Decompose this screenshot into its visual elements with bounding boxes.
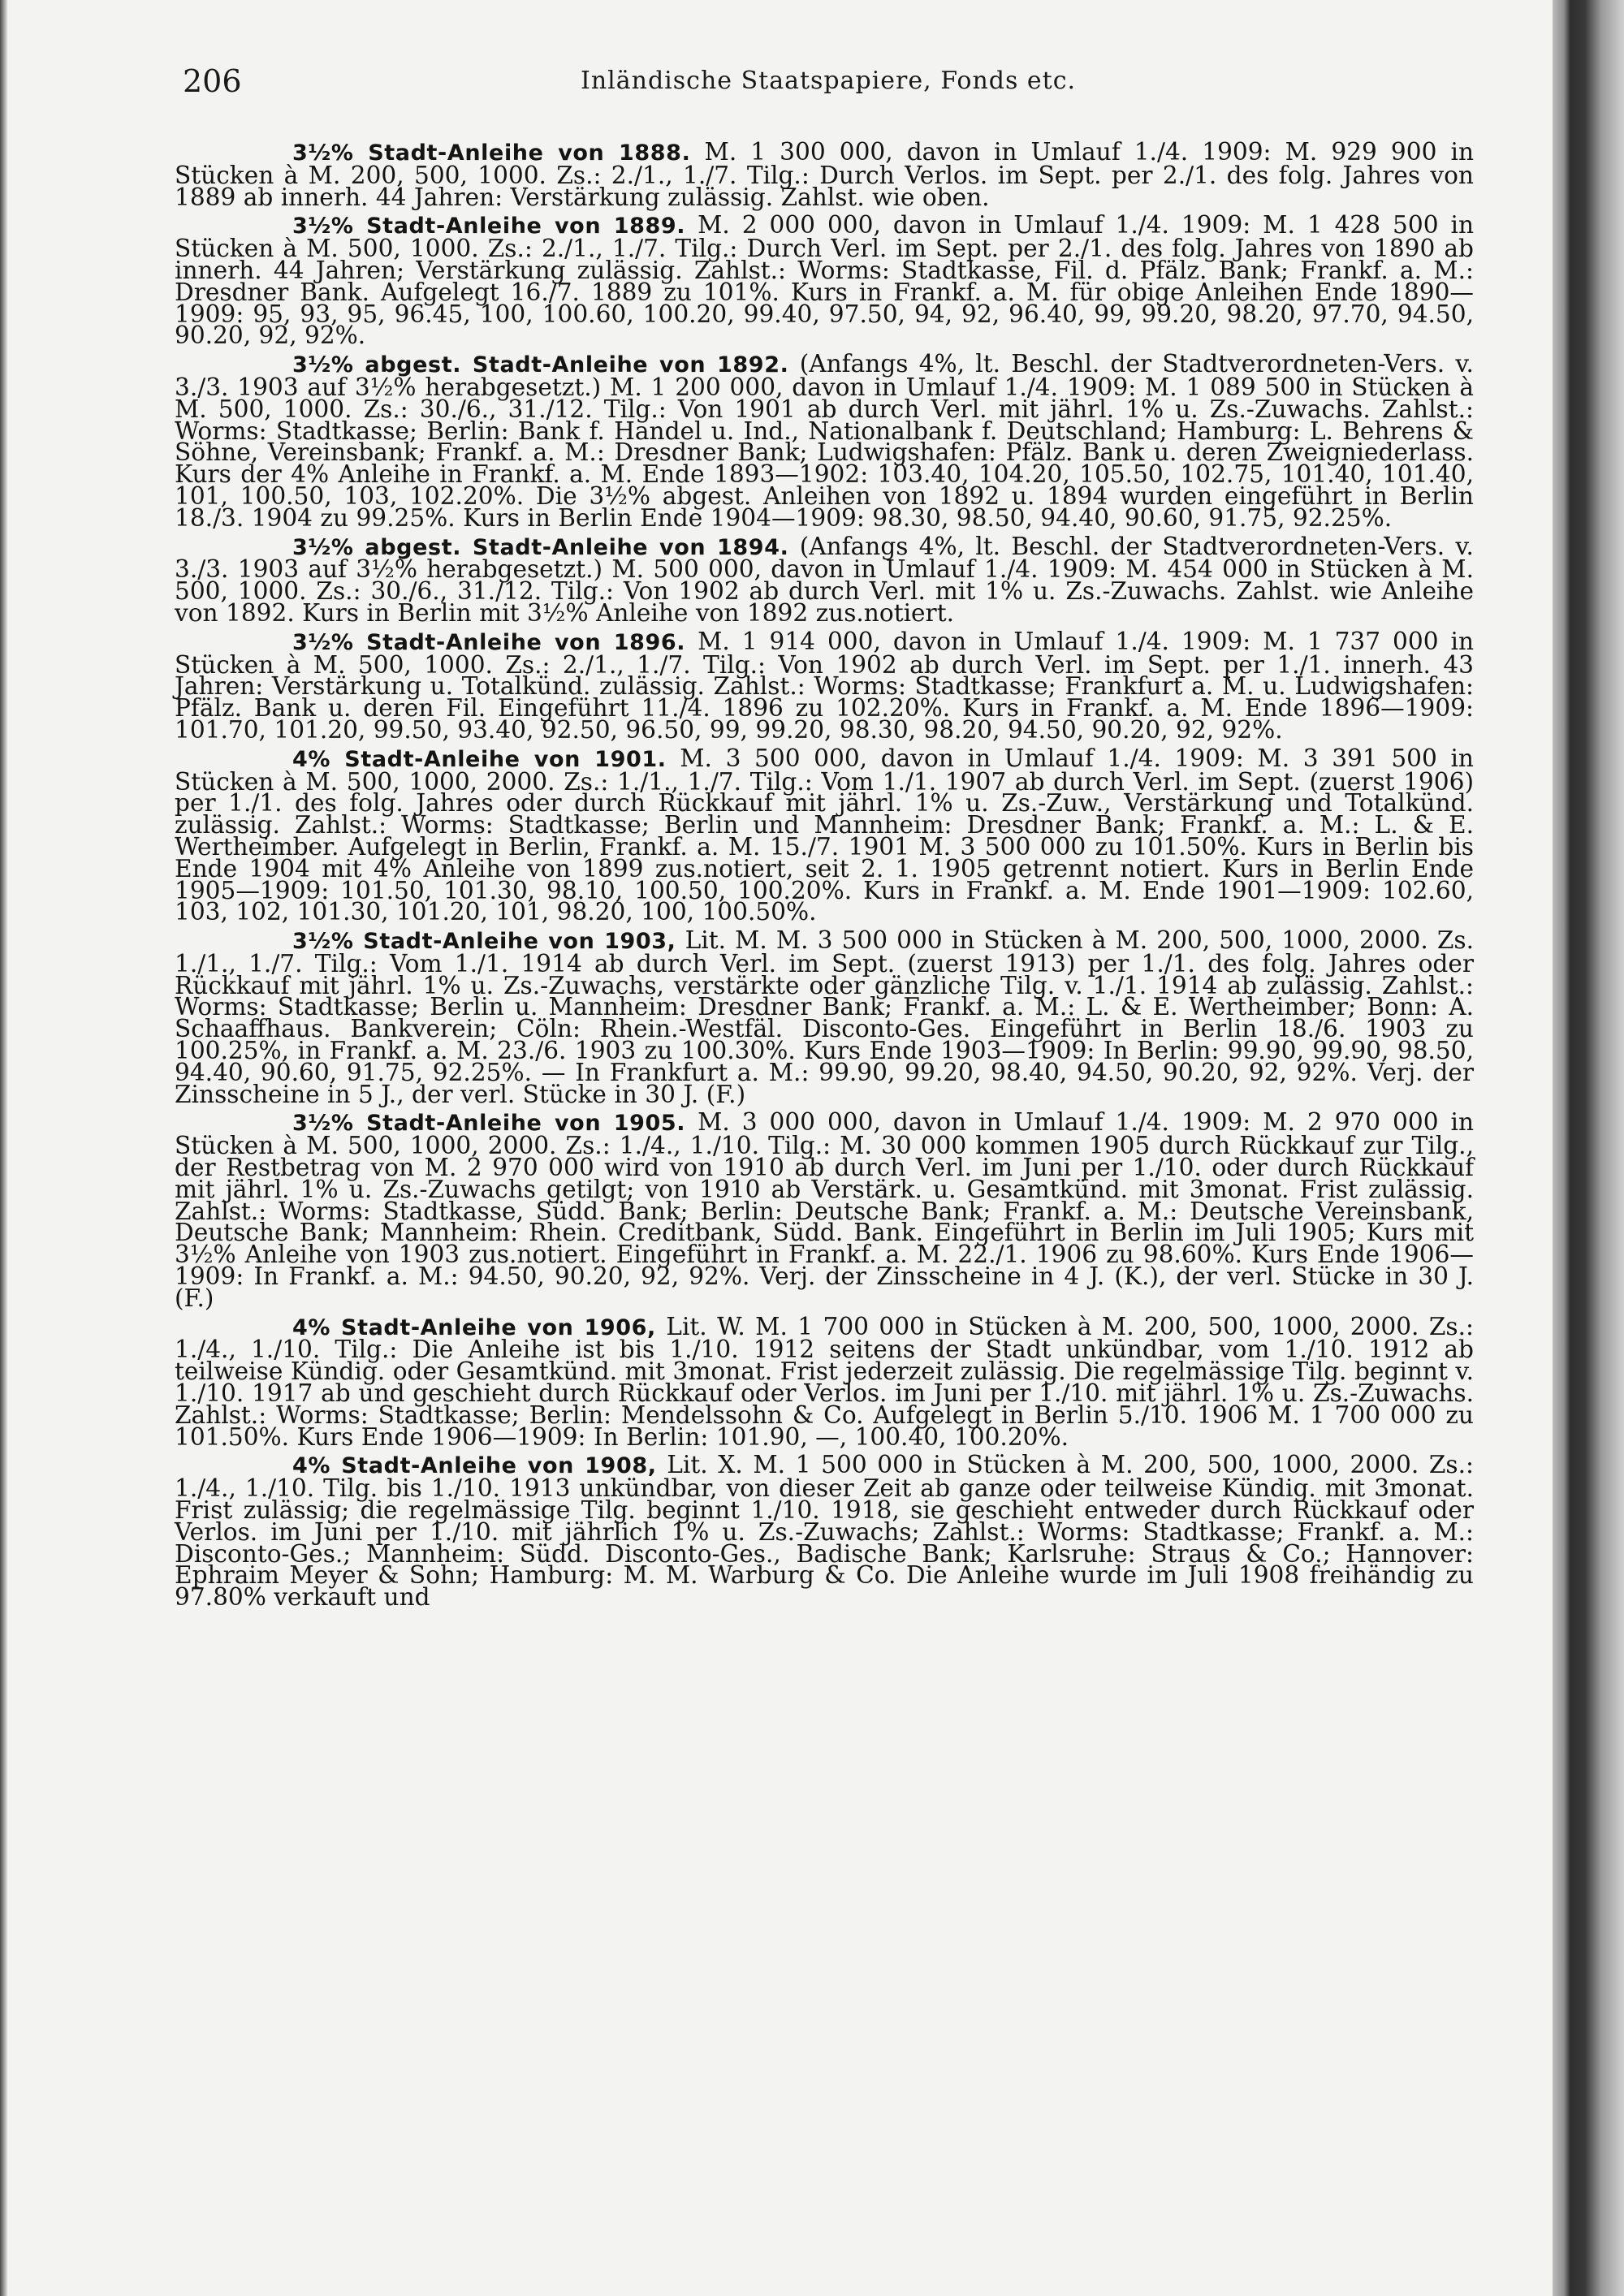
entry-title: 3½% abgest. Stadt-Anleihe von 1894. bbox=[292, 534, 789, 560]
entry-1892 bbox=[175, 350, 1474, 532]
entry-1901 bbox=[175, 744, 1474, 926]
page-number: 206 bbox=[183, 63, 242, 99]
entry-title: 3½% Stadt-Anleihe von 1896. bbox=[292, 629, 686, 655]
entry-1888 bbox=[175, 138, 1474, 211]
entry-body: (Anfangs 4%, lt. Beschl. der Stadtverordneten-Vers. v. 3./3. 1903 auf 3½% herabgesetzt.) M. 1 200 000, davon in Umlauf 1./4. 1909: M. 1 089 500 in Stücken à M. 500, 1000. Zs.: 30./6., 31./12. Tilg.: Von 1901 ab durch Verl. mit jährl. 1% u. Zs.-Zuwachs. Zahlst.: Worms: Stadtkasse; Berlin: Bank f. Handel u. Ind., Nationalbank f. Deutschland; Hamburg: L. Behrens & Söhne, Vereinsbank; Frankf. a. M.: Dresdner Bank; Ludwigshafen: Pfälz. Bank u. deren Zweigniederlass. Kurs der 4% Anleihe in Frankf. a. M. Ende 1893—1902: 103.40, 104.20, 105.50, 102.75, 101.40, 101.40, 101, 100.50, 103, 102.20%. Die 3½% abgest. Anleihen von 1892 u. 1894 wurden eingeführt in Berlin 18./3. 1904 zu 99.25%. Kurs in Berlin Ende 1904—1909: 98.30, 98.50, 94.40, 90.60, 91.75, 92.25%. bbox=[175, 350, 1474, 532]
entry-1903 bbox=[175, 926, 1474, 1108]
entry-title: 4% Stadt-Anleihe von 1901. bbox=[292, 746, 667, 772]
book-binding-edge bbox=[1553, 0, 1624, 2296]
running-head: Inländische Staatspapiere, Fonds etc. bbox=[581, 67, 1077, 95]
entry-title: 4% Stadt-Anleihe von 1908, bbox=[292, 1453, 657, 1479]
entry-1889 bbox=[175, 211, 1475, 350]
entry-title: 3½% abgest. Stadt-Anleihe von 1892. bbox=[292, 352, 789, 378]
entry-1905 bbox=[175, 1108, 1475, 1312]
entry-title: 3½% Stadt-Anleihe von 1903, bbox=[292, 929, 676, 955]
entry-title: 3½% Stadt-Anleihe von 1905. bbox=[292, 1111, 686, 1137]
entry-1908 bbox=[175, 1451, 1474, 1612]
entry-body: Lit. W. M. 1 700 000 in Stücken à M. 200, 500, 1000, 2000. Zs.: 1./4., 1./10. Tilg.: Die Anleihe ist bis 1./10. 1912 seitens der Stadt unkündbar, vom 1./10. 1912 ab teilweise Kündig. oder Gesamtkünd. mit 3monat. Frist jederzeit zulässig. Die regelmässige Tilg. beginnt v. 1./10. 1917 ab und geschieht durch Rückkauf oder Verlos. im Juni per 1./10. mit jährl. 1% u. Zs.-Zuwachs. Zahlst.: Worms: Stadtkasse; Berlin: Mendelssohn & Co. Aufgelegt in Berlin 5./10. 1906 M. 1 700 000 zu 101.50%. Kurs Ende 1906—1909: In Berlin: 101.90, —, 100.40, 100.20%. bbox=[175, 1312, 1474, 1451]
entry-title: 4% Stadt-Anleihe von 1906, bbox=[292, 1314, 656, 1340]
entry-body: M. 1 300 000, davon in Umlauf 1./4. 1909: M. 929 900 in Stücken à M. 200, 500, 1000. Zs.: 2./1., 1./7. Tilg.: Durch Verlos. im Sept. per 2./1. des folg. Jahres von 1889 ab innerh. 44 Jahren: Verstärkung zulässig. Zahlst. wie oben. bbox=[175, 138, 1474, 211]
entry-body: (Anfangs 4%, lt. Beschl. der Stadtverordneten-Vers. v. 3./3. 1903 auf 3½% herabgesetzt.) M. 500 000, davon in Umlauf 1./4. 1909: M. 454 000 in Stücken à M. 500, 1000. Zs.: 30./6., 31./12. Tilg.: Von 1902 ab durch Verl. mit 1% u. Zs.-Zuwachs. Zahlst. wie Anleihe von 1892. Kurs in Berlin mit 3½% Anleihe von 1892 zus.notiert. bbox=[175, 532, 1474, 627]
entry-body: M. 3 500 000, davon in Umlauf 1./4. 1909: M. 3 391 500 in Stücken à M. 500, 1000, 2000. Zs.: 1./1., 1./7. Tilg.: Vom 1./1. 1907 ab durch Verl. im Sept. (zuerst 1906) per 1./1. des folg. Jahres oder durch Rückkauf mit jährl. 1% u. Zs.-Zuw., Verstärkung und Totalkünd. zulässig. Zahlst.: Worms: Stadtkasse; Berlin und Mannheim: Dresdner Bank; Frankf. a. M.: L. & E. Wertheimber. Aufgelegt in Berlin, Frankf. a. M. 15./7. 1901 M. 3 500 000 zu 101.50%. Kurs in Berlin bis Ende 1904 mit 4% Anleihe von 1899 zus.notiert, seit 2. 1. 1905 getrennt notiert. Kurs in Berlin Ende 1905—1909: 101.50, 101.30, 98.10, 100.50, 100.20%. Kurs in Frankf. a. M. Ende 1901—1909: 102.60, 103, 102, 101.30, 101.20, 101, 98.20, 100, 100.50%. bbox=[175, 744, 1474, 926]
page-header bbox=[183, 63, 1482, 104]
entry-body: Lit. X. M. 1 500 000 in Stücken à M. 200, 500, 1000, 2000. Zs.: 1./4., 1./10. Tilg. bis 1./10. 1913 unkündbar, von dieser Zeit ab ganze oder teilweise Kündig. mit 3monat. Frist zulässig; die regelmässige Tilg. beginnt 1./10. 1918, sie geschieht entweder durch Rückkauf oder Verlos. im Juni per 1./10. mit jährlich 1% u. Zs.-Zuwachs; Zahlst.: Worms: Stadtkasse; Frankf. a. M.: Disconto-Ges.; Mannheim: Südd. Disconto-Ges., Badische Bank; Karlsruhe: Straus & Co.; Hannover: Ephraim Meyer & Sohn; Hamburg: M. M. Warburg & Co. Die Anleihe wurde im Juli 1908 freihändig zu 97.80% verkauft und bbox=[175, 1451, 1474, 1612]
entry-1896 bbox=[175, 627, 1475, 744]
page-gutter-shadow bbox=[0, 0, 8, 2296]
page-body bbox=[175, 138, 1475, 1615]
entry-body: M. 3 000 000, davon in Umlauf 1./4. 1909: M. 2 970 000 in Stücken à M. 500, 1000, 2000. Zs.: 1./4., 1./10. Tilg.: M. 30 000 kommen 1905 durch Rückkauf zur Tilg., der Restbetrag von M. 2 970 000 wird von 1910 ab durch Verl. im Juni per 1./10. oder durch Rückkauf mit jährl. 1% u. Zs.-Zuwachs getilgt; von 1910 ab Verstärk. u. Gesamtkünd. mit 3monat. Frist zulässig. Zahlst.: Worms: Stadtkasse, Südd. Bank; Berlin: Deutsche Bank; Frankf. a. M.: Deutsche Vereinsbank, Deutsche Bank; Mannheim: Rhein. Creditbank, Südd. Bank. Eingeführt in Berlin im Juli 1905; Kurs mit 3½% Anleihe von 1903 zus.notiert. Eingeführt in Frankf. a. M. 22./1. 1906 zu 98.60%. Kurs Ende 1906—1909: In Frankf. a. M.: 94.50, 90.20, 92, 92%. Verj. der Zinsscheine in 4 J. (K.), der verl. Stücke in 30 J. (F.) bbox=[175, 1108, 1475, 1312]
entry-body: M. 1 914 000, davon in Umlauf 1./4. 1909: M. 1 737 000 in Stücken à M. 500, 1000. Zs.: 2./1., 1./7. Tilg.: Von 1902 ab durch Verl. im Sept. per 1./1. innerh. 43 Jahren: Verstärkung u. Totalkünd. zulässig. Zahlst.: Worms: Stadtkasse; Frankfurt a. M. u. Ludwigshafen: Pfälz. Bank u. deren Fil. Eingeführt 11./4. 1896 zu 102.20%. Kurs in Frankf. a. M. Ende 1896—1909: 101.70, 101.20, 99.50, 93.40, 92.50, 96.50, 99, 99.20, 98.30, 98.20, 94.50, 90.20, 92, 92%. bbox=[175, 627, 1475, 744]
entry-title: 3½% Stadt-Anleihe von 1889. bbox=[292, 214, 686, 240]
entry-1906 bbox=[175, 1312, 1474, 1451]
entry-body: Lit. M. M. 3 500 000 in Stücken à M. 200, 500, 1000, 2000. Zs. 1./1., 1./7. Tilg.: Vom 1./1. 1914 ab durch Verl. im Sept. (zuerst 1913) per 1./1. des folg. Jahres oder Rückkauf mit jährl. 1% u. Zs.-Zuwachs, verstärkte oder gänzliche Tilg. v. 1./1. 1914 ab zulässig. Zahlst.: Worms: Stadtkasse; Berlin u. Mannheim: Dresdner Bank; Frankf. a. M.: L. & E. Wertheimber; Bonn: A. Schaaffhaus. Bankverein; Cöln: Rhein.-Westfäl. Disconto-Ges. Eingeführt in Berlin 18./6. 1903 zu 100.25%, in Frankf. a. M. 23./6. 1903 zu 100.30%. Kurs Ende 1903—1909: In Berlin: 99.90, 99.90, 98.50, 94.40, 90.60, 91.75, 92.25%. — In Frankfurt a. M.: 99.90, 99.20, 98.40, 94.50, 90.20, 92, 92%. Verj. der Zinsscheine in 5 J., der verl. Stücke in 30 J. (F.) bbox=[175, 926, 1474, 1108]
entry-body: M. 2 000 000, davon in Umlauf 1./4. 1909: M. 1 428 500 in Stücken à M. 500, 1000. Zs.: 2./1., 1./7. Tilg.: Durch Verl. im Sept. per 2./1. des folg. Jahres von 1890 ab innerh. 44 Jahren; Verstärkung zulässig. Zahlst.: Worms: Stadtkasse, Fil. d. Pfälz. Bank; Frankf. a. M.: Dresdner Bank. Aufgelegt 16./7. 1889 zu 101%. Kurs in Frankf. a. M. für obige Anleihen Ende 1890—1909: 95, 93, 95, 96.45, 100, 100.60, 100.20, 99.40, 97.50, 94, 92, 96.40, 99, 99.20, 98.20, 97.70, 94.50, 90.20, 92, 92%. bbox=[175, 211, 1475, 350]
entry-title: 3½% Stadt-Anleihe von 1888. bbox=[292, 140, 691, 166]
entry-1894 bbox=[175, 532, 1474, 627]
